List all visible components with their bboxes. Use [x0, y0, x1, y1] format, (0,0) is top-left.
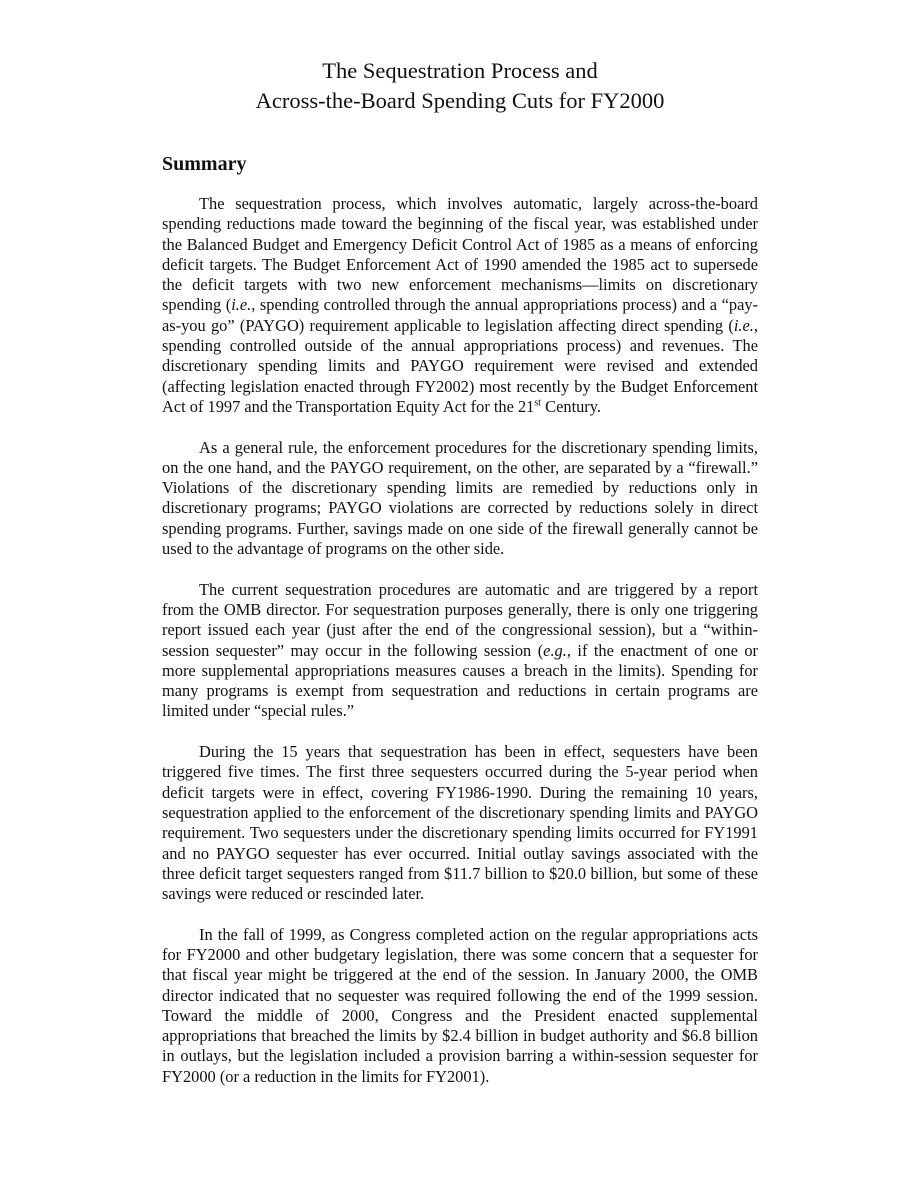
title-line-2: Across-the-Board Spending Cuts for FY2000 — [255, 88, 665, 113]
document-title — [162, 56, 758, 116]
superscript-st: st — [534, 397, 542, 409]
italic-ie: i.e. — [733, 315, 754, 335]
document-page — [162, 56, 758, 1107]
paragraph-5: In the fall of 1999, as Congress completed action on the regular appropriations acts for FY2000 and other budgetary legislation, there was some concern that a sequester for that fiscal year might be triggered at the end of the session. In January 2000, the OMB director indicated that no sequester was required following the end of the 1999 session. Toward the middle of 2000, Congress and the President enacted supplemental appropriations that breached the limits by $2.4 billion in budget authority and $6.8 billion in outlays, but the legislation included a provision barring a within-session sequester for FY2000 (or a reduction in the limits for FY2001). — [162, 924, 758, 1086]
paragraph-2: As a general rule, the enforcement procedures for the discretionary spending limits, on the one hand, and the PAYGO requirement, on the other, are separated by a “firewall.” Violations of the discretionary spending limits are remedied by reductions only in discretionary programs; PAYGO violations are corrected by reductions solely in direct spending programs. Further, savings made on one side of the firewall generally cannot be used to the advantage of programs on the other side. — [162, 437, 758, 559]
paragraph-3: The current sequestration procedures are automatic and are triggered by a report from the OMB director. For sequestration purposes generally, there is only one triggering report issued each year (just after the end of the congressional session), but a “within-session sequester” may occur in the following session (e.g., if the enactment of one or more supplemental appropriations measures causes a breach in the limits). Spending for many programs is exempt from sequestration and reductions in certain programs are limited under “special rules.” — [162, 579, 758, 721]
paragraph-1: The sequestration process, which involves automatic, largely across-the-board spending reductions made toward the beginning of the fiscal year, was established under the Balanced Budget and Emergency Deficit Control Act of 1985 as a means of enforcing deficit targets. The Budget Enforcement Act of 1990 amended the 1985 act to supersede the deficit targets with two new enforcement mechanisms—limits on discretionary spending (i.e., spending controlled through the annual appropriations process) and a “pay-as-you go” (PAYGO) requirement applicable to legislation affecting direct spending (i.e., spending controlled outside of the annual appropriations process) and revenues. The discretionary spending limits and PAYGO requirement were revised and extended (affecting legislation enacted through FY2002) most recently by the Budget Enforcement Act of 1997 and the Transportation Equity Act for the 21st Century. — [162, 194, 758, 416]
section-heading: Summary — [162, 153, 247, 175]
title-line-1: The Sequestration Process and — [322, 58, 598, 83]
paragraph-4: During the 15 years that sequestration has been in effect, sequesters have been triggered five times. The first three sequesters occurred during the 5-year period when deficit targets were in effect, covering FY1986-1990. During the remaining 10 years, sequestration applied to the enforcement of the discretionary spending limits and PAYGO requirement. Two sequesters under the discretionary spending limits occurred for FY1991 and no PAYGO sequester has ever occurred. Initial outlay savings associated with the three deficit target sequesters ranged from $11.7 billion to $20.0 billion, but some of these savings were reduced or rescinded later. — [162, 742, 758, 904]
italic-ie: i.e. — [231, 295, 252, 315]
italic-eg: e.g. — [543, 640, 567, 660]
